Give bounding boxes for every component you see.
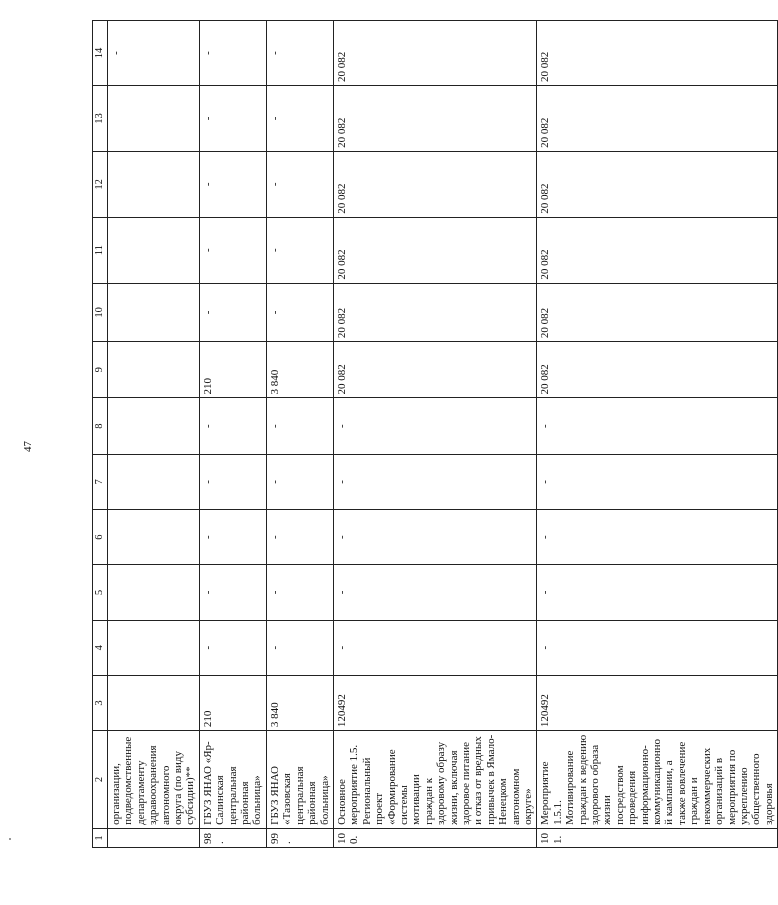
cell-col14: -	[108, 21, 200, 86]
cell-col12: -	[266, 151, 333, 217]
column-number-row	[93, 21, 108, 848]
column-header: 8	[93, 398, 108, 454]
cell-col3: 3 840	[266, 675, 333, 730]
table-row	[537, 21, 778, 848]
cell-col7: -	[333, 454, 537, 509]
column-header: 3	[93, 675, 108, 730]
cell-col4: -	[333, 620, 537, 675]
cell-col5: -	[537, 565, 778, 620]
row-number: 98.	[199, 828, 266, 847]
cell-col8: -	[537, 398, 778, 454]
cell-col6: -	[266, 510, 333, 565]
cell-col7: -	[266, 454, 333, 509]
cell-col4	[108, 620, 200, 675]
cell-col7: -	[537, 454, 778, 509]
budget-table	[92, 20, 778, 848]
cell-col7: -	[199, 454, 266, 509]
row-name: Основное мероприятие 1.5. Региональный проект «Формирование системы мотивации граждан к здоровому образу жизни, включая здоровое питание и отказ от вредных привычек в Ямало-Ненецком автономном округе»	[333, 731, 537, 829]
column-header: 12	[93, 151, 108, 217]
row-number: 101.	[537, 828, 778, 847]
cell-col12: -	[199, 151, 266, 217]
row-name: организации, подведомственные департаменту здравоохранения автономного округа (по виду субсидии)**	[108, 731, 200, 829]
cell-col10: 20 082	[333, 283, 537, 341]
cell-col10: 20 082	[537, 283, 778, 341]
column-header: 13	[93, 85, 108, 151]
column-header: 4	[93, 620, 108, 675]
cell-col3: 210	[199, 675, 266, 730]
cell-col11: 20 082	[333, 217, 537, 283]
row-number	[108, 828, 200, 847]
column-header: 14	[93, 21, 108, 86]
cell-col5: -	[333, 565, 537, 620]
row-name: Мероприятие 1.5.1. Мотивирование граждан к ведению здорового образа жизни посредством проведения информационно-коммуникационной кампании, а также вовлечение граждан и некоммерческих организаций в мероприятия по укреплению общественного здоровья	[537, 731, 778, 829]
cell-col14: 20 082	[333, 21, 537, 86]
cell-col6: -	[199, 510, 266, 565]
cell-col14: -	[199, 21, 266, 86]
column-header: 10	[93, 283, 108, 341]
cell-col9: 210	[199, 342, 266, 398]
column-header: 9	[93, 342, 108, 398]
cell-col4: -	[537, 620, 778, 675]
cell-col3: 120492	[537, 675, 778, 730]
cell-col3: 120492	[333, 675, 537, 730]
cell-col11: -	[266, 217, 333, 283]
row-number: 100.	[333, 828, 537, 847]
row-number: 99.	[266, 828, 333, 847]
cell-col10	[108, 283, 200, 341]
cell-col13: -	[266, 85, 333, 151]
cell-col14: 20 082	[537, 21, 778, 86]
cell-col11: -	[199, 217, 266, 283]
cell-col8	[108, 398, 200, 454]
rotated-page-content	[92, 20, 775, 848]
column-header: 7	[93, 454, 108, 509]
column-header: 2	[93, 731, 108, 829]
cell-col3	[108, 675, 200, 730]
row-name: ГБУЗ ЯНАО «Яр-Салинская центральная районная больница»	[199, 731, 266, 829]
table-row	[266, 21, 333, 848]
cell-col13: 20 082	[537, 85, 778, 151]
cell-col4: -	[266, 620, 333, 675]
cell-col9: 20 082	[537, 342, 778, 398]
cell-col10: -	[266, 283, 333, 341]
cell-col8: -	[199, 398, 266, 454]
cell-col9	[108, 342, 200, 398]
cell-col14: -	[266, 21, 333, 86]
cell-col8: -	[266, 398, 333, 454]
cell-col13: 20 082	[333, 85, 537, 151]
cell-col12	[108, 151, 200, 217]
row-name: ГБУЗ ЯНАО «Тазовская центральная районная больница»	[266, 731, 333, 829]
column-header: 6	[93, 510, 108, 565]
cell-col13: -	[199, 85, 266, 151]
cell-col11	[108, 217, 200, 283]
cell-col13	[108, 85, 200, 151]
table-row	[108, 21, 200, 848]
column-header: 11	[93, 217, 108, 283]
cell-col12: 20 082	[333, 151, 537, 217]
scan-speck	[9, 838, 11, 840]
cell-col10: -	[199, 283, 266, 341]
column-header: 5	[93, 565, 108, 620]
page-number: 47	[22, 441, 34, 452]
cell-col5: -	[266, 565, 333, 620]
cell-col9: 3 840	[266, 342, 333, 398]
cell-col9: 20 082	[333, 342, 537, 398]
cell-col5: -	[199, 565, 266, 620]
column-header: 1	[93, 828, 108, 847]
cell-col8: -	[333, 398, 537, 454]
cell-col7	[108, 454, 200, 509]
table-row	[333, 21, 537, 848]
cell-col6: -	[537, 510, 778, 565]
cell-col12: 20 082	[537, 151, 778, 217]
cell-col6: -	[333, 510, 537, 565]
cell-col11: 20 082	[537, 217, 778, 283]
table-row	[199, 21, 266, 848]
cell-col6	[108, 510, 200, 565]
cell-col4: -	[199, 620, 266, 675]
cell-col5	[108, 565, 200, 620]
